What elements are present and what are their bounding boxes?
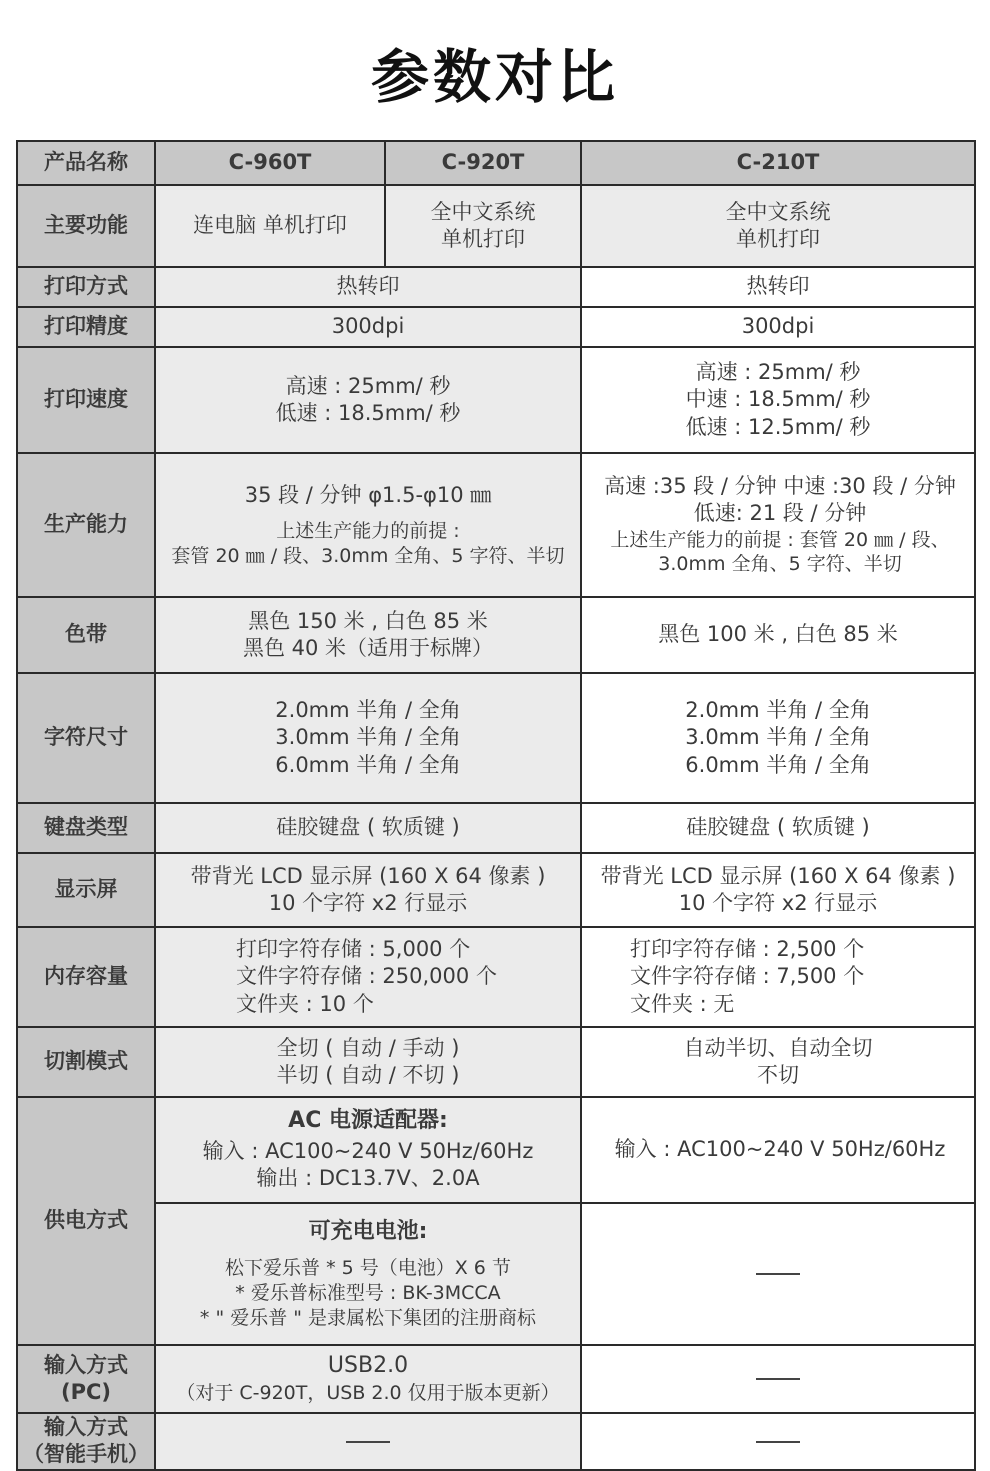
cell-left: AC 电源适配器: 输入 : AC100~240 V 50Hz/60Hz 输出 : DC13.7V、2.0A xyxy=(155,1097,581,1203)
cell-right-empty xyxy=(581,1345,975,1413)
row-cutting xyxy=(17,1027,975,1097)
cell-right: 高速 : 25mm/ 秒 中速 : 18.5mm/ 秒 低速 : 12.5mm/ 秒 xyxy=(581,347,975,453)
cell-right: 打印字符存储 : 2,500 个 文件字符存储 : 7,500 个 文件夹 : 无 xyxy=(581,927,975,1027)
model-c210t: C-210T xyxy=(581,141,975,185)
page-title: 参数对比 xyxy=(370,43,619,111)
row-label: 打印精度 xyxy=(17,307,155,347)
cell-left: 高速 : 25mm/ 秒 低速 : 18.5mm/ 秒 xyxy=(155,347,581,453)
row-label: 生产能力 xyxy=(17,453,155,597)
cell-right: 300dpi xyxy=(581,307,975,347)
row-display xyxy=(17,853,975,927)
header-label: 产品名称 xyxy=(17,141,155,185)
row-label: 切割模式 xyxy=(17,1027,155,1097)
row-label: 打印速度 xyxy=(17,347,155,453)
cell-left: 热转印 xyxy=(155,267,581,307)
row-print-method xyxy=(17,267,975,307)
cell-left: 黑色 150 米 , 白色 85 米 黑色 40 米（适用于标牌） xyxy=(155,597,581,673)
cell-left: 300dpi xyxy=(155,307,581,347)
cell-left: 可充电电池: 松下爱乐普 * 5 号（电池）X 6 节 * 爱乐普标准型号 : BK-3MCCA * " 爱乐普 " 是隶属松下集团的注册商标 xyxy=(155,1203,581,1345)
row-input-pc xyxy=(17,1345,975,1413)
cell-right-empty xyxy=(581,1203,975,1345)
row-label: 显示屏 xyxy=(17,853,155,927)
row-char-size xyxy=(17,673,975,803)
row-keyboard xyxy=(17,803,975,853)
row-label: 内存容量 xyxy=(17,927,155,1027)
cell-c960t: 连电脑 单机打印 xyxy=(155,185,385,267)
cell-left: 硅胶键盘 ( 软质键 ) xyxy=(155,803,581,853)
row-print-speed xyxy=(17,347,975,453)
model-c960t: C-960T xyxy=(155,141,385,185)
cell-right: 2.0mm 半角 / 全角 3.0mm 半角 / 全角 6.0mm 半角 / 全角 xyxy=(581,673,975,803)
row-label: 主要功能 xyxy=(17,185,155,267)
cell-right-empty xyxy=(581,1413,975,1470)
empty-dash xyxy=(346,1441,390,1443)
comparison-table xyxy=(16,140,976,1471)
row-function xyxy=(17,185,975,267)
row-power-battery xyxy=(17,1203,975,1345)
cell-left: 带背光 LCD 显示屏 (160 X 64 像素 ) 10 个字符 x2 行显示 xyxy=(155,853,581,927)
cell-left: USB2.0 （对于 C-920T，USB 2.0 仅用于版本更新） xyxy=(155,1345,581,1413)
row-label: 色带 xyxy=(17,597,155,673)
cell-left-empty xyxy=(155,1413,581,1470)
row-ribbon xyxy=(17,597,975,673)
row-label: 键盘类型 xyxy=(17,803,155,853)
cell-right: 自动半切、自动全切 不切 xyxy=(581,1027,975,1097)
row-label: 打印方式 xyxy=(17,267,155,307)
empty-dash xyxy=(756,1273,800,1275)
cell-left: 全切 ( 自动 / 手动 ) 半切 ( 自动 / 不切 ) xyxy=(155,1027,581,1097)
cell-right: 黑色 100 米 , 白色 85 米 xyxy=(581,597,975,673)
row-label: 字符尺寸 xyxy=(17,673,155,803)
cell-c920t: 全中文系统 单机打印 xyxy=(385,185,581,267)
row-memory xyxy=(17,927,975,1027)
header-row xyxy=(17,141,975,185)
empty-dash xyxy=(756,1441,800,1443)
row-label: 供电方式 xyxy=(17,1097,155,1345)
row-label: 输入方式 （智能手机） xyxy=(17,1413,155,1470)
cell-right: 硅胶键盘 ( 软质键 ) xyxy=(581,803,975,853)
row-input-phone xyxy=(17,1413,975,1470)
cell-c210t: 全中文系统 单机打印 xyxy=(581,185,975,267)
empty-dash xyxy=(756,1378,800,1380)
cell-right: 输入 : AC100~240 V 50Hz/60Hz xyxy=(581,1097,975,1203)
row-label: 输入方式 (PC) xyxy=(17,1345,155,1413)
cell-right: 高速 :35 段 / 分钟 中速 :30 段 / 分钟 低速: 21 段 / 分钟 上述生产能力的前提 : 套管 20 ㎜ / 段、 3.0mm 全角、5 字符、半切 xyxy=(581,453,975,597)
cell-left: 打印字符存储 : 5,000 个 文件字符存储 : 250,000 个 文件夹 : 10 个 xyxy=(155,927,581,1027)
cell-left: 2.0mm 半角 / 全角 3.0mm 半角 / 全角 6.0mm 半角 / 全角 xyxy=(155,673,581,803)
cell-left: 35 段 / 分钟 φ1.5-φ10 ㎜ 上述生产能力的前提 : 套管 20 ㎜ / 段、3.0mm 全角、5 字符、半切 xyxy=(155,453,581,597)
row-capacity xyxy=(17,453,975,597)
row-print-precision xyxy=(17,307,975,347)
row-power-adapter xyxy=(17,1097,975,1203)
cell-right: 热转印 xyxy=(581,267,975,307)
model-c920t: C-920T xyxy=(385,141,581,185)
cell-right: 带背光 LCD 显示屏 (160 X 64 像素 ) 10 个字符 x2 行显示 xyxy=(581,853,975,927)
